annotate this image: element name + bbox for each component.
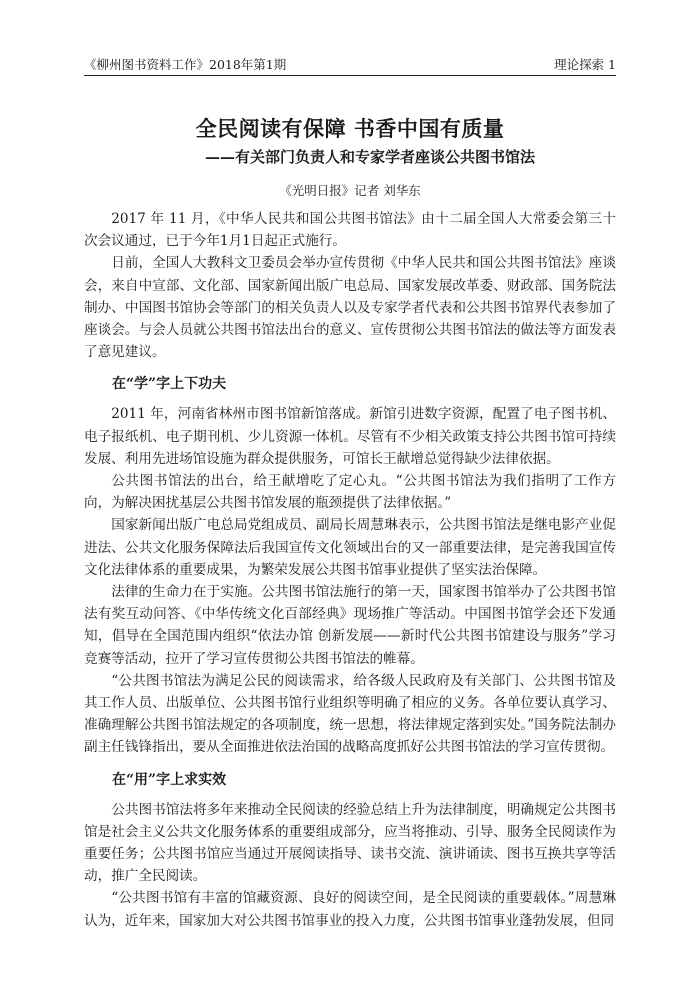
paragraph: 法律的生命力在于实施。公共图书馆法施行的第一天，国家图书馆举办了公共图书馆法有奖互动问答、《中华传统文化百部经典》现场推广等活动。中国图书馆学会还下发通知，倡导在全国范围内组织“依法办馆 创新发展——新时代公共图书馆建设与服务”学习竞赛等活动，拉开了学习宣传贯彻公共图书馆法的帷幕。 bbox=[84, 584, 616, 667]
paragraph: 公共图书馆法的出台，给王献增吃了定心丸。“公共图书馆法为我们指明了工作方向，为解决困扰基层公共图书馆发展的瓶颈提供了法律依据。” bbox=[84, 473, 616, 512]
title-block bbox=[84, 114, 616, 202]
journal-name: 《柳州图书资料工作》2018年第1期 bbox=[84, 57, 287, 72]
paragraph: “公共图书馆有丰富的馆藏资源、良好的阅读空间，是全民阅读的重要载体。”周慧琳认为，近年来，国家加大对公共图书馆事业的投入力度，公共图书馆事业蓬勃发展，但同 bbox=[84, 890, 616, 929]
section-page-number: 理论探索 1 bbox=[554, 57, 616, 72]
article-body bbox=[84, 208, 616, 932]
paragraph: 国家新闻出版广电总局党组成员、副局长周慧琳表示，公共图书馆法是继电影产业促进法、公共文化服务保障法后我国宣传文化领域出台的又一部重要法律，是完善我国宣传文化法律体系的重要成果，为繁荣发展公共图书馆事业提供了坚实法治保障。 bbox=[84, 517, 616, 578]
paragraph: “公共图书馆法为满足公民的阅读需求，给各级人民政府及有关部门、公共图书馆及其工作人员、出版单位、公共图书馆行业组织等明确了相应的义务。各单位要认真学习、准确理解公共图书馆法规定的各项制度，统一思想，将法律规定落到实处。”国务院法制办副主任钱锋指出，要从全面推进依法治国的战略高度抓好公共图书馆法的学习宣传贯彻。 bbox=[84, 672, 616, 756]
article-subtitle: ——有关部门负责人和专家学者座谈公共图书馆法 bbox=[204, 148, 535, 166]
paragraph: 2011 年，河南省林州市图书馆新馆落成。新馆引进数字资源，配置了电子图书机、电子报纸机、电子期刊机、少儿资源一体机。尽管有不少相关政策支持公共图书馆可持续发展、利用先进场馆设施为群众提供服务，可馆长王献增总觉得缺少法律依据。 bbox=[84, 406, 616, 467]
paragraph: 2017 年 11 月，《中华人民共和国公共图书馆法》由十二届全国人大常委会第三十次会议通过，已于今年1月1日起正式施行。 bbox=[84, 211, 616, 250]
paragraph: 公共图书馆法将多年来推动全民阅读的经验总结上升为法律制度，明确规定公共图书馆是社会主义公共文化服务体系的重要组成部分，应当将推动、引导、服务全民阅读作为重要任务；公共图书馆应当通过开展阅读指导、读书交流、演讲诵读、图书互换共享等活动，推广全民阅读。 bbox=[84, 801, 616, 885]
article-byline: 《光明日报》记者 刘华东 bbox=[279, 183, 421, 198]
running-header bbox=[84, 55, 616, 76]
article-title: 全民阅读有保障 书香中国有质量 bbox=[195, 116, 505, 141]
paragraph: 日前，全国人大教科文卫委员会举办宣传贯彻《中华人民共和国公共图书馆法》座谈会，来自中宣部、文化部、国家新闻出版广电总局、国家发展改革委、财政部、国务院法制办、中国图书馆协会等部门的相关负责人以及专家学者代表和公共图书馆界代表参加了座谈会。与会人员就公共图书馆法出台的意义、宣传贯彻公共图书馆法的做法等方面发表了意见建议。 bbox=[84, 255, 616, 361]
section-heading: 在“学”字上下功夫 bbox=[112, 376, 227, 393]
section-heading: 在“用”字上求实效 bbox=[112, 771, 227, 788]
